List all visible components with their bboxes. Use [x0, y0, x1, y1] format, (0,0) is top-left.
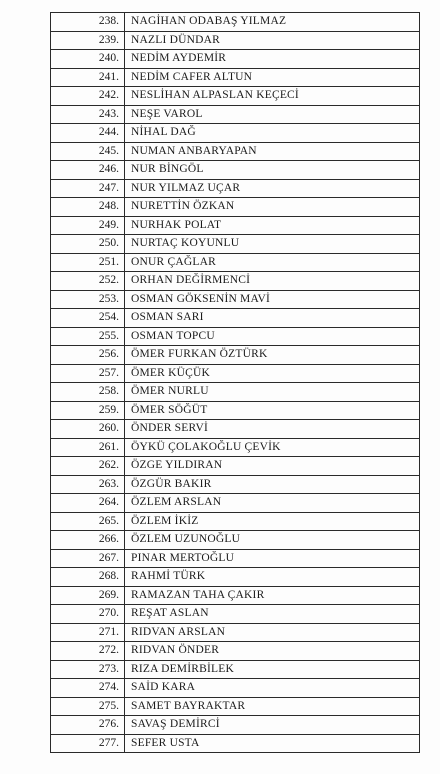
row-number: 270. — [51, 605, 125, 624]
table-row — [51, 605, 420, 624]
row-number: 269. — [51, 586, 125, 605]
person-name: NEDİM CAFER ALTUN — [125, 68, 420, 87]
person-name: NAZLI DÜNDAR — [125, 31, 420, 50]
row-number: 242. — [51, 87, 125, 106]
person-name: ÖZGÜR BAKIR — [125, 475, 420, 494]
row-number: 271. — [51, 623, 125, 642]
table-row — [51, 438, 420, 457]
person-name: RAHMİ TÜRK — [125, 568, 420, 587]
person-name: NURHAK POLAT — [125, 216, 420, 235]
row-number: 253. — [51, 290, 125, 309]
table-row — [51, 179, 420, 198]
row-number: 268. — [51, 568, 125, 587]
row-number: 247. — [51, 179, 125, 198]
table-row — [51, 87, 420, 106]
table-row — [51, 531, 420, 550]
row-number: 266. — [51, 531, 125, 550]
person-name: SAMET BAYRAKTAR — [125, 697, 420, 716]
table-row — [51, 105, 420, 124]
person-name: ÖYKÜ ÇOLAKOĞLU ÇEVİK — [125, 438, 420, 457]
person-name: NAGİHAN ODABAŞ YILMAZ — [125, 13, 420, 32]
table-row — [51, 235, 420, 254]
row-number: 239. — [51, 31, 125, 50]
person-name: ONUR ÇAĞLAR — [125, 253, 420, 272]
table-row — [51, 216, 420, 235]
row-number: 256. — [51, 346, 125, 365]
table-row — [51, 586, 420, 605]
row-number: 250. — [51, 235, 125, 254]
row-number: 263. — [51, 475, 125, 494]
table-body — [51, 13, 420, 753]
person-name: SAVAŞ DEMİRCİ — [125, 716, 420, 735]
table-row — [51, 272, 420, 291]
row-number: 246. — [51, 161, 125, 180]
table-row — [51, 623, 420, 642]
table-row — [51, 68, 420, 87]
row-number: 245. — [51, 142, 125, 161]
row-number: 259. — [51, 401, 125, 420]
person-name: SAİD KARA — [125, 679, 420, 698]
row-number: 262. — [51, 457, 125, 476]
person-name: ÖMER NURLU — [125, 383, 420, 402]
name-list-table — [50, 12, 420, 753]
row-number: 264. — [51, 494, 125, 513]
row-number: 267. — [51, 549, 125, 568]
person-name: NUR YILMAZ UÇAR — [125, 179, 420, 198]
person-name: ORHAN DEĞİRMENCİ — [125, 272, 420, 291]
table-row — [51, 679, 420, 698]
person-name: ÖZLEM ARSLAN — [125, 494, 420, 513]
person-name: NUR BİNGÖL — [125, 161, 420, 180]
table-row — [51, 309, 420, 328]
table-row — [51, 31, 420, 50]
person-name: NESLİHAN ALPASLAN KEÇECİ — [125, 87, 420, 106]
person-name: OSMAN GÖKSENİN MAVİ — [125, 290, 420, 309]
table-row — [51, 494, 420, 513]
person-name: NURTAÇ KOYUNLU — [125, 235, 420, 254]
table-row — [51, 346, 420, 365]
table-row — [51, 660, 420, 679]
row-number: 274. — [51, 679, 125, 698]
table-row — [51, 13, 420, 32]
table-row — [51, 401, 420, 420]
person-name: ÖMER SÖĞÜT — [125, 401, 420, 420]
table-row — [51, 50, 420, 69]
row-number: 252. — [51, 272, 125, 291]
row-number: 249. — [51, 216, 125, 235]
table-row — [51, 642, 420, 661]
person-name: NEDİM AYDEMİR — [125, 50, 420, 69]
person-name: ÖMER KÜÇÜK — [125, 364, 420, 383]
table-row — [51, 124, 420, 143]
row-number: 276. — [51, 716, 125, 735]
table-row — [51, 420, 420, 439]
table-row — [51, 327, 420, 346]
person-name: RAMAZAN TAHA ÇAKIR — [125, 586, 420, 605]
row-number: 240. — [51, 50, 125, 69]
table-row — [51, 716, 420, 735]
row-number: 261. — [51, 438, 125, 457]
row-number: 243. — [51, 105, 125, 124]
table-row — [51, 198, 420, 217]
row-number: 260. — [51, 420, 125, 439]
person-name: ÖMER FURKAN ÖZTÜRK — [125, 346, 420, 365]
row-number: 241. — [51, 68, 125, 87]
person-name: ÖZLEM İKİZ — [125, 512, 420, 531]
row-number: 272. — [51, 642, 125, 661]
table-row — [51, 383, 420, 402]
person-name: ÖZGE YILDIRAN — [125, 457, 420, 476]
person-name: NEŞE VAROL — [125, 105, 420, 124]
table-row — [51, 142, 420, 161]
person-name: NUMAN ANBARYAPAN — [125, 142, 420, 161]
table-row — [51, 253, 420, 272]
row-number: 257. — [51, 364, 125, 383]
row-number: 265. — [51, 512, 125, 531]
table-row — [51, 475, 420, 494]
table-row — [51, 290, 420, 309]
row-number: 248. — [51, 198, 125, 217]
person-name: REŞAT ASLAN — [125, 605, 420, 624]
row-number: 273. — [51, 660, 125, 679]
table-row — [51, 734, 420, 753]
person-name: RIDVAN ARSLAN — [125, 623, 420, 642]
table-row — [51, 364, 420, 383]
row-number: 244. — [51, 124, 125, 143]
person-name: RIZA DEMİRBİLEK — [125, 660, 420, 679]
table-row — [51, 568, 420, 587]
table-row — [51, 512, 420, 531]
person-name: SEFER USTA — [125, 734, 420, 753]
row-number: 275. — [51, 697, 125, 716]
table-row — [51, 697, 420, 716]
row-number: 238. — [51, 13, 125, 32]
person-name: PINAR MERTOĞLU — [125, 549, 420, 568]
person-name: OSMAN TOPCU — [125, 327, 420, 346]
row-number: 255. — [51, 327, 125, 346]
table-row — [51, 549, 420, 568]
person-name: ÖZLEM UZUNOĞLU — [125, 531, 420, 550]
row-number: 251. — [51, 253, 125, 272]
row-number: 277. — [51, 734, 125, 753]
person-name: OSMAN SARI — [125, 309, 420, 328]
table-row — [51, 457, 420, 476]
table-row — [51, 161, 420, 180]
person-name: NURETTİN ÖZKAN — [125, 198, 420, 217]
person-name: ÖNDER SERVİ — [125, 420, 420, 439]
person-name: NİHAL DAĞ — [125, 124, 420, 143]
row-number: 254. — [51, 309, 125, 328]
person-name: RIDVAN ÖNDER — [125, 642, 420, 661]
row-number: 258. — [51, 383, 125, 402]
